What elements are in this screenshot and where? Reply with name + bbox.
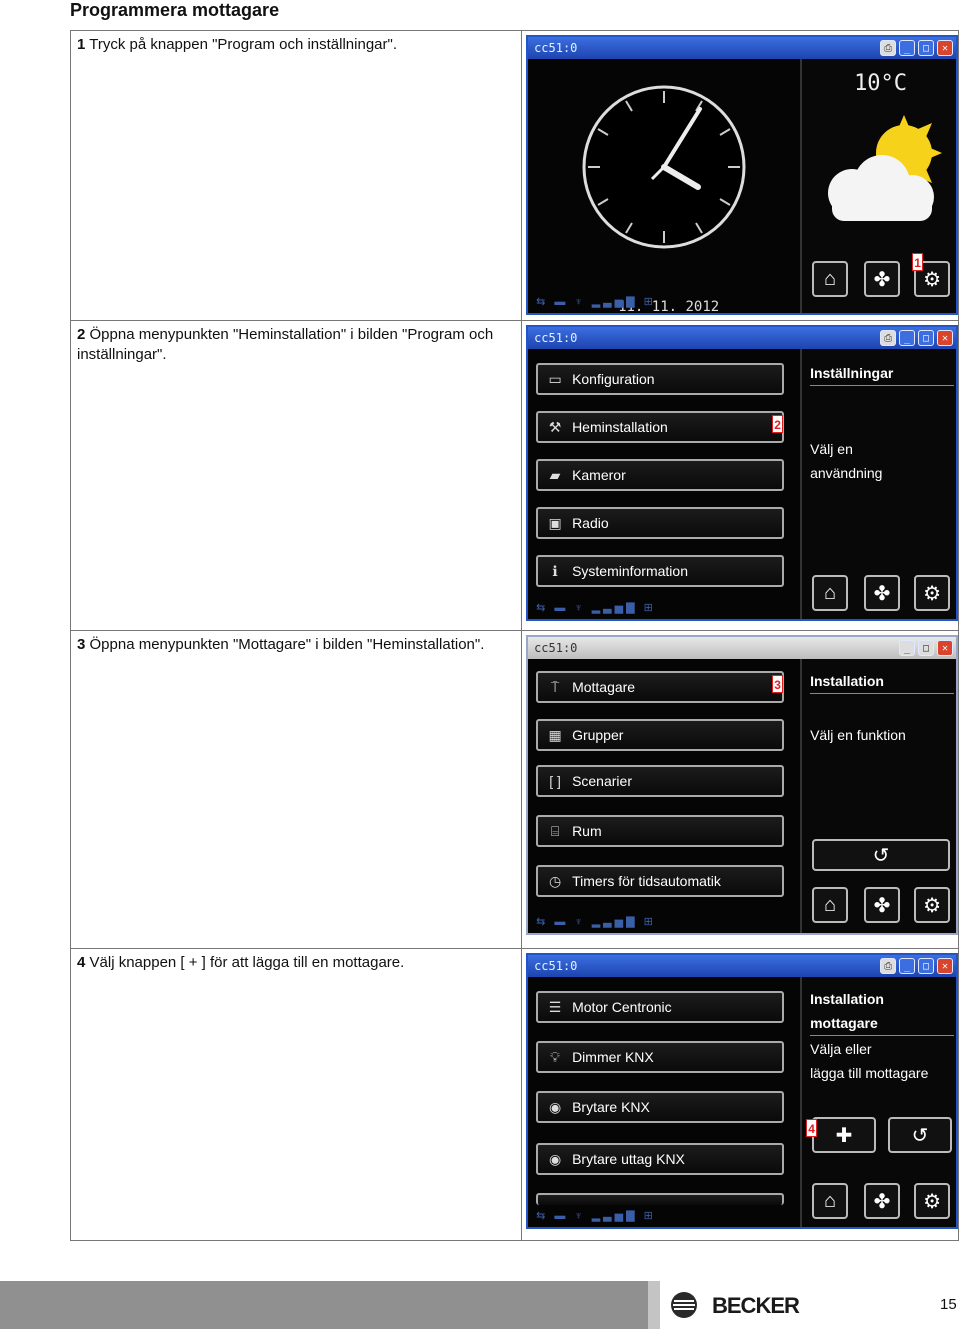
home-icon: ⌂ bbox=[824, 581, 837, 604]
screen-3 bbox=[526, 635, 958, 935]
window-titlebar: cc51:0 _ □ ✕ bbox=[528, 637, 956, 659]
menu-item-radio[interactable]: ▣ Radio bbox=[536, 507, 784, 539]
screen-2 bbox=[526, 325, 958, 621]
divider bbox=[810, 1035, 954, 1036]
menu-item-grupper[interactable]: ▦ Grupper bbox=[536, 719, 784, 751]
callout-marker: 4 bbox=[806, 1119, 817, 1137]
fan-button[interactable] bbox=[864, 575, 900, 611]
screen-1 bbox=[526, 35, 958, 315]
gear-icon: ⚙ bbox=[923, 894, 942, 917]
socket-icon: ◉ bbox=[548, 1150, 562, 1167]
step-4-screenshot bbox=[522, 949, 959, 1241]
divider bbox=[810, 693, 954, 694]
add-receiver-button[interactable] bbox=[812, 1117, 876, 1153]
motor-icon: ☰ bbox=[548, 998, 562, 1015]
radio-icon: ▣ bbox=[548, 514, 562, 531]
menu-item-scenarier[interactable]: [ ] Scenarier bbox=[536, 765, 784, 797]
menu-item-brytare-uttag-knx[interactable]: ◉ Brytare uttag KNX bbox=[536, 1143, 784, 1175]
maximize-icon[interactable]: □ bbox=[918, 958, 934, 974]
bracket-icon: [ ] bbox=[549, 773, 561, 789]
fan-button[interactable] bbox=[864, 1183, 900, 1219]
info-panel bbox=[800, 659, 958, 933]
page-number: 15 bbox=[940, 1296, 957, 1313]
window-titlebar: cc51:0 ⎙ _ □ ✕ bbox=[528, 955, 956, 977]
menu-item-partial[interactable] bbox=[536, 1193, 784, 1205]
divider bbox=[810, 385, 954, 386]
panel-text-1: Välja eller bbox=[810, 1041, 872, 1057]
back-button[interactable] bbox=[812, 839, 950, 871]
callout-marker: 2 bbox=[772, 415, 783, 433]
close-icon[interactable]: ✕ bbox=[937, 330, 953, 346]
info-panel bbox=[800, 977, 958, 1227]
step-1-screenshot bbox=[522, 31, 959, 321]
home-icon: ⌂ bbox=[824, 893, 837, 916]
callout-marker: 3 bbox=[772, 675, 783, 693]
clock-panel bbox=[528, 59, 800, 313]
step-2-screenshot bbox=[522, 321, 959, 631]
step-4-text: 4 Välj knappen [ + ] för att lägga till en mottagare. bbox=[71, 949, 522, 1241]
menu-item-systeminformation[interactable]: ℹ Systeminformation bbox=[536, 555, 784, 587]
panel-heading-2: mottagare bbox=[810, 1015, 878, 1031]
back-arrow-icon: ↺ bbox=[872, 844, 890, 867]
status-bar: ⇆ ▬ ♆ ▂▃▅▇ ⊞ bbox=[536, 1210, 656, 1222]
status-bar: ⇆ ▬ ♆ ▂▃▅▇ ⊞ bbox=[536, 916, 656, 928]
analog-clock-icon bbox=[528, 59, 800, 289]
printer-icon[interactable]: ⎙ bbox=[880, 40, 896, 56]
fan-button[interactable] bbox=[864, 261, 900, 297]
menu-item-mottagare[interactable]: ⍑ Mottagare bbox=[536, 671, 784, 703]
step-3-screenshot bbox=[522, 631, 959, 949]
clock-icon: ◷ bbox=[548, 872, 562, 889]
menu-item-kameror[interactable]: ▰ Kameror bbox=[536, 459, 784, 491]
callout-marker: 1 bbox=[912, 253, 923, 271]
panel-heading: Inställningar bbox=[810, 365, 894, 381]
gear-icon: ⚙ bbox=[923, 582, 942, 605]
home-button[interactable] bbox=[812, 1183, 848, 1219]
room-icon: ⌸ bbox=[550, 822, 560, 839]
menu-item-motor-centronic[interactable]: ☰ Motor Centronic bbox=[536, 991, 784, 1023]
fan-icon: ✤ bbox=[873, 582, 891, 605]
fan-icon: ✤ bbox=[873, 894, 891, 917]
menu-item-timers[interactable]: ◷ Timers för tidsautomatik bbox=[536, 865, 784, 897]
monitor-icon: ▭ bbox=[548, 370, 562, 387]
weather-panel bbox=[800, 59, 958, 313]
page-footer bbox=[0, 1281, 960, 1329]
home-button[interactable] bbox=[812, 887, 848, 923]
page-title: Programmera mottagare bbox=[70, 0, 280, 20]
info-panel bbox=[800, 349, 958, 619]
step-3-text: 3 Öppna menypunkten "Mottagare" i bilden "Heminstallation". bbox=[71, 631, 522, 949]
info-icon: ℹ bbox=[552, 562, 558, 579]
settings-button[interactable] bbox=[914, 887, 950, 923]
plus-icon: ✚ bbox=[835, 1124, 853, 1147]
panel-heading-1: Installation bbox=[810, 991, 884, 1007]
menu-item-brytare-knx[interactable]: ◉ Brytare KNX bbox=[536, 1091, 784, 1123]
panel-text-1: Välj en bbox=[810, 441, 853, 457]
minimize-icon[interactable]: _ bbox=[899, 958, 915, 974]
fan-button[interactable] bbox=[864, 887, 900, 923]
temperature-label: 10°C bbox=[854, 71, 908, 96]
gear-icon: ⚙ bbox=[923, 1190, 942, 1213]
gear-icon: ⚙ bbox=[923, 268, 942, 291]
minimize-icon[interactable]: _ bbox=[899, 40, 915, 56]
date-label: 11. 11. 2012 bbox=[618, 299, 720, 315]
minimize-icon[interactable]: _ bbox=[899, 640, 915, 656]
step-1-text: 1 Tryck på knappen "Program och inställningar". bbox=[71, 31, 522, 321]
step-2-text: 2 Öppna menypunkten "Heminstallation" i bilden "Program och inställningar". bbox=[71, 321, 522, 631]
home-icon: ⌂ bbox=[824, 1189, 837, 1212]
close-icon[interactable]: ✕ bbox=[937, 40, 953, 56]
panel-text-2: användning bbox=[810, 465, 883, 481]
printer-icon[interactable]: ⎙ bbox=[880, 330, 896, 346]
menu-item-heminstallation[interactable]: ⚒ Heminstallation bbox=[536, 411, 784, 443]
panel-text-2: lägga till mottagare bbox=[810, 1065, 929, 1081]
switch-icon: ◉ bbox=[548, 1098, 562, 1115]
close-icon[interactable]: ✕ bbox=[937, 958, 953, 974]
status-bar: ⇆ ▬ ♆ ▂▃▅▇ ⊞ bbox=[536, 296, 656, 308]
maximize-icon[interactable]: □ bbox=[918, 330, 934, 346]
brand-name: BECKER bbox=[712, 1293, 799, 1318]
close-icon[interactable]: ✕ bbox=[937, 640, 953, 656]
footer-bar bbox=[0, 1281, 648, 1329]
home-button[interactable] bbox=[812, 261, 848, 297]
menu-panel bbox=[528, 349, 800, 619]
menu-panel bbox=[528, 977, 800, 1227]
home-icon: ⌂ bbox=[824, 267, 837, 290]
grid-icon: ▦ bbox=[548, 726, 562, 743]
maximize-icon[interactable]: □ bbox=[918, 40, 934, 56]
settings-button[interactable] bbox=[914, 1183, 950, 1219]
home-button[interactable] bbox=[812, 575, 848, 611]
menu-panel bbox=[528, 659, 800, 933]
settings-button[interactable] bbox=[914, 575, 950, 611]
back-button[interactable] bbox=[888, 1117, 952, 1153]
window-titlebar: cc51:0 ⎙ _ □ ✕ bbox=[528, 37, 956, 59]
camera-icon: ▰ bbox=[549, 466, 561, 483]
menu-item-konfiguration[interactable]: ▭ Konfiguration bbox=[536, 363, 784, 395]
footer-gap bbox=[648, 1281, 660, 1329]
window-titlebar: cc51:0 ⎙ _ □ ✕ bbox=[528, 327, 956, 349]
becker-logo-icon bbox=[670, 1291, 698, 1319]
bulb-icon: 💡︎ bbox=[550, 1048, 560, 1065]
fan-icon: ✤ bbox=[873, 268, 891, 291]
menu-item-dimmer-knx[interactable]: 💡︎ Dimmer KNX bbox=[536, 1041, 784, 1073]
screen-4 bbox=[526, 953, 958, 1229]
wrench-icon: ⚒ bbox=[548, 418, 562, 435]
minimize-icon[interactable]: _ bbox=[899, 330, 915, 346]
back-arrow-icon: ↺ bbox=[911, 1124, 929, 1147]
sun-cloud-icon bbox=[812, 109, 952, 229]
antenna-icon: ⍑ bbox=[550, 678, 560, 695]
steps-table bbox=[70, 30, 959, 1241]
printer-icon[interactable]: ⎙ bbox=[880, 958, 896, 974]
maximize-icon[interactable]: □ bbox=[918, 640, 934, 656]
status-bar: ⇆ ▬ ♆ ▂▃▅▇ ⊞ bbox=[536, 602, 656, 614]
panel-heading: Installation bbox=[810, 673, 884, 689]
panel-text-1: Välj en funktion bbox=[810, 727, 906, 743]
fan-icon: ✤ bbox=[873, 1190, 891, 1213]
menu-item-rum[interactable]: ⌸ Rum bbox=[536, 815, 784, 847]
